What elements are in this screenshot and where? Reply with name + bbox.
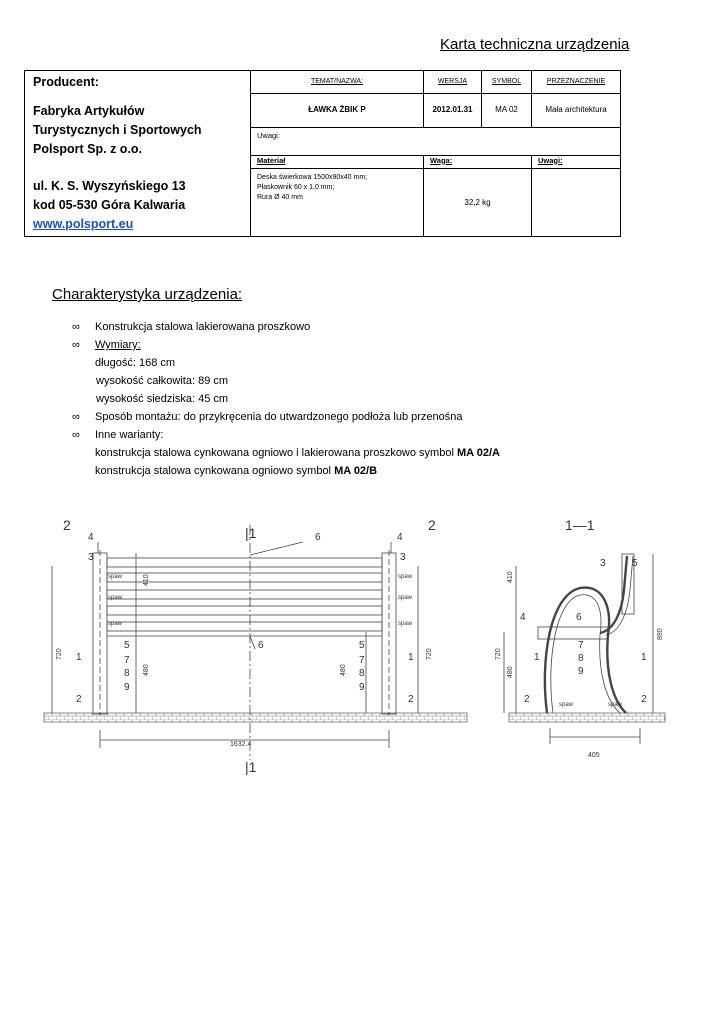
- dim-seat-height: wysokość siedziska: 45 cm: [96, 393, 229, 405]
- weld-label: spaw: [398, 574, 413, 580]
- dimension: 405: [588, 752, 600, 759]
- material-item: Płaskownik 60 x 1,0 mm;: [257, 183, 335, 191]
- callout: 6: [576, 612, 582, 623]
- producer-address-2: kod 05-530 Góra Kalwaria: [33, 198, 186, 212]
- callout: 8: [578, 653, 584, 664]
- dimension: 720: [56, 648, 63, 660]
- callout: 6: [258, 640, 264, 651]
- callout: 5: [124, 640, 130, 651]
- material-item: Deska świerkowa 1500x90x40 mm;: [257, 173, 368, 181]
- callout: 4: [397, 532, 403, 543]
- callout: 1: [76, 652, 82, 663]
- technical-drawing: [0, 500, 724, 790]
- dimension: 410: [143, 574, 150, 586]
- callout: 6: [315, 532, 321, 543]
- section-mark: |1: [245, 759, 257, 775]
- producer-name-3: Polsport Sp. z o.o.: [33, 142, 143, 156]
- producer-cell: [25, 71, 251, 237]
- value-name: ŁAWKA ŻBIK P: [251, 94, 424, 128]
- feature-list: [72, 318, 500, 480]
- dimension: 480: [143, 664, 150, 676]
- callout: 1: [534, 652, 540, 663]
- remarks-label: Uwagi:: [251, 128, 621, 155]
- bullet-icon: ∞: [72, 339, 80, 351]
- list-item: ∞ Wymiary: długość: 168 cm wysokość całkowita: 89 cm wysokość siedziska: 45 cm: [72, 336, 500, 408]
- section-mark: 2: [63, 517, 71, 533]
- bullet-icon: ∞: [72, 321, 80, 333]
- callout: 4: [520, 612, 526, 623]
- bullet-icon: ∞: [72, 411, 80, 423]
- callout: 2: [408, 694, 414, 705]
- spec-table: [24, 70, 621, 237]
- list-item: ∞ Konstrukcja stalowa lakierowana proszkowo: [72, 318, 500, 336]
- dimension: 890: [657, 628, 664, 640]
- callout: 1: [641, 652, 647, 663]
- header-version: WERSJA: [424, 71, 482, 94]
- value-purpose: Mała architektura: [532, 94, 621, 128]
- callout: 7: [578, 640, 584, 651]
- weld-label: spaw: [608, 702, 623, 708]
- dimension: 480: [507, 666, 514, 678]
- dim-total-height: wysokość całkowita: 89 cm: [96, 375, 229, 387]
- callout: 9: [124, 682, 130, 693]
- dimension: 410: [507, 571, 514, 583]
- side-view-title: 1—1: [565, 517, 595, 533]
- variant-a: konstrukcja stalowa cynkowana ogniowo i lakierowana proszkowo symbol MA 02/A: [95, 447, 500, 459]
- materials-cell: [251, 168, 424, 236]
- bullet-icon: ∞: [72, 429, 80, 441]
- callout: 9: [578, 666, 584, 677]
- callout: 4: [88, 532, 94, 543]
- variant-b: konstrukcja stalowa cynkowana ogniowo symbol MA 02/B: [95, 465, 378, 477]
- dimension: 480: [340, 664, 347, 676]
- list-item: ∞ Inne warianty: konstrukcja stalowa cynkowana ogniowo i lakierowana proszkowo symbol MA 02/A konstrukcja stalowa cynkowana ogniowo symbol MA 02/B: [72, 426, 500, 480]
- header-purpose: PRZEZNACZENIE: [532, 71, 621, 94]
- header-symbol: SYMBOL: [482, 71, 532, 94]
- callout: 2: [524, 694, 530, 705]
- board: [107, 606, 382, 615]
- section-title: Charakterystyka urządzenia:: [52, 286, 243, 303]
- callout: 7: [124, 655, 130, 666]
- callout: 5: [359, 640, 365, 651]
- remarks2-value: [532, 168, 621, 236]
- ground-side: [509, 713, 665, 722]
- front-view-labels: [56, 517, 436, 775]
- weight-value: 32,2 kg: [424, 168, 532, 236]
- document-title: Karta techniczna urządzenia: [440, 36, 630, 53]
- callout: 5: [632, 558, 638, 569]
- producer-website-link[interactable]: www.polsport.eu: [33, 217, 134, 231]
- weld-label: spaw: [108, 595, 123, 601]
- callout: 8: [124, 668, 130, 679]
- weld-label: spaw: [108, 621, 123, 627]
- callout: 3: [600, 558, 606, 569]
- dimension: 720: [426, 648, 433, 660]
- ground-front: [44, 713, 467, 722]
- callout: 1: [408, 652, 414, 663]
- side-view: [504, 554, 665, 744]
- dim-length: długość: 168 cm: [95, 357, 176, 369]
- callout: 7: [359, 655, 365, 666]
- section-mark: 2: [428, 517, 436, 533]
- callout: 8: [359, 668, 365, 679]
- producer-label: Producent:: [33, 75, 99, 89]
- weld-label: spaw: [108, 574, 123, 580]
- material-label: Materiał: [251, 155, 424, 168]
- board: [107, 558, 382, 567]
- weld-label: spaw: [398, 595, 413, 601]
- section-mark: |1: [245, 525, 257, 541]
- callout: 3: [400, 552, 406, 563]
- board: [107, 590, 382, 599]
- dimension: 1632.4: [230, 741, 252, 748]
- side-view-labels: [495, 517, 664, 759]
- dimension: 720: [495, 648, 502, 660]
- callout: 2: [641, 694, 647, 705]
- weld-label: spaw: [398, 621, 413, 627]
- producer-name-2: Turystycznych i Sportowych: [33, 123, 202, 137]
- material-item: Rura Ø 40 mm: [257, 193, 303, 201]
- producer-address-1: ul. K. S. Wyszyńskiego 13: [33, 179, 186, 193]
- weight-label: Waga:: [424, 155, 532, 168]
- producer-name-1: Fabryka Artykułów: [33, 104, 145, 118]
- callout: 2: [76, 694, 82, 705]
- value-version: 2012.01.31: [424, 94, 482, 128]
- remarks2-label: Uwagi:: [532, 155, 621, 168]
- value-symbol: MA 02: [482, 94, 532, 128]
- board: [107, 622, 382, 631]
- callout: 9: [359, 682, 365, 693]
- weld-label: spaw: [559, 702, 574, 708]
- list-item: ∞ Sposób montażu: do przykręcenia do utwardzonego podłoża lub przenośna: [72, 408, 500, 426]
- header-name: TEMAT/NAZWA:: [251, 71, 424, 94]
- callout: 3: [88, 552, 94, 563]
